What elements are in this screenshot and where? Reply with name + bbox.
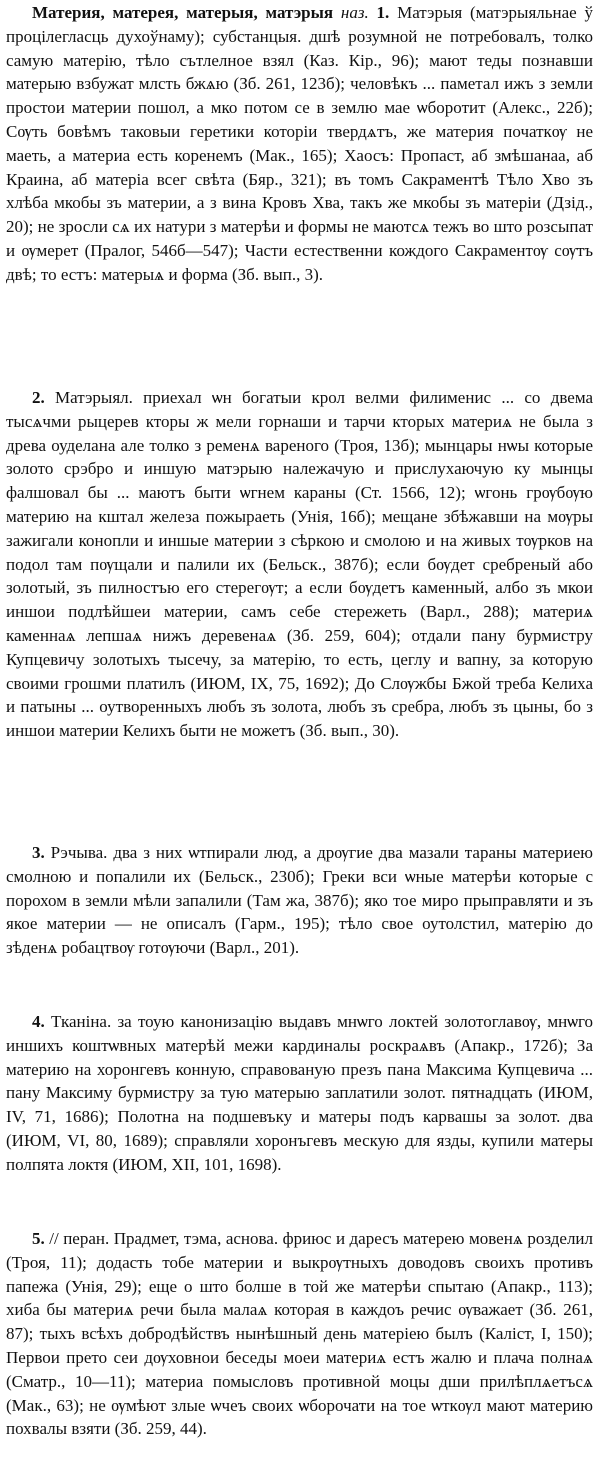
sense-text: Матэрыя (матэрыяльнае ў процілегласць духоўнаму); субстанцыя. дшѣ розумной не потребовалъ, толко самую матерію, тѣло сътлелное взял (Каз. Кір., 96); мают теды познавши матерыю взбужат млсть бжѧю (Зб. 261, 123б); человѣкъ ... паметал ижъ з земли простои материи пошол, а мко потом се в землю мае ѡборотит (Алекс., 22б); Сѹть бовѣмъ таковыи геретики которіи твердѧтъ, же материя початкѹ не маеть, а материа есть коренемъ (Мак., 165); Хаосъ: Пропаст, аб змѣшанаа, аб Краина, аб матерiа всег свѣта (Бяр., 321); въ томъ Сакраментѣ Тѣло Хво зъ хлѣба мкобы зъ материи, а з вина Кровъ Хва, такъ же мкобы зъ матеріи (Дзiд., 20); не зросли сѧ их натури з матерѣи и формы не маютсѧ тежъ во што розсыпат и ѹмерет (Пралог, 546б—547); Части естественни кождого Сакраментѹ сѹтъ двѣ; то естъ: матерыѧ и форма (Зб. вып., 3). (6, 3, 593, 284)
entry-headword: Материя, матерея, матерыя, матэрыя (32, 3, 334, 22)
part-of-speech-label: наз. (340, 3, 369, 22)
sense-number: 2. (32, 388, 45, 407)
sense-number: 3. (32, 843, 45, 862)
sense-number: 5. (32, 1229, 45, 1248)
sense-text: Матэрыял. приехал ѡн богатыи крол велми филименис ... со двема тысѧчми рыцерев кторы ж мели горнаши и тарчи кторых материѧ не была з древа оуделана але толко з ременѧ вареного (Троя, 13б); мынцары нѡы которые золото срэбро и иншую матэрыю належачую и прислухаючую ку мынцы фалшовал бы ... маютъ быти ѡгнем караны (Ст. 1566, 12); ѡгонь грѹбѹю материю на кштал железа пожыраеть (Унія, 16б); мещане збѣжавши на мѹры зажигали конопли и иншые материи з сѣркою и смолою и на живых тѹрков на подол там пѹщали и палили их (Бельск., 387б); если бѹдет сребреный або золотый, зъ пилностъю его стерегѹт; а если бѹдетъ каменный, албо зъ мкои иншои подлѣйшеи материи, самъ себе стережеть (Варл., 288); материѧ каменнаѧ лепшаѧ нижъ деревенаѧ (Зб. 259, 604); отдали пану бурмистру Купцевичу золотыхъ тысечу, за матерію, то есть, цеглу и вапну, за которую своими грошми платилъ (ИЮМ, IX, 75, 1692); До Слѹжбы Бжой треба Келиха и патыны ... оутворенныхъ любъ зъ золота, любъ зъ сребра, любъ зъ цыны, бо з иншои материи Келихъ быти не можетъ (Зб. вып., 30). (6, 388, 593, 741)
dictionary-entry-sense-1 (6, 1, 593, 382)
sense-text: Тканiна. за тоую канонизацію выдавъ мнѡго локтей золотоглавѹ, мнѡго иншихъ коштѡвных матерѣй межи кардиналы роскраѧвъ (Апакр., 172б); За материю на хоронгевъ конную, справованую презъ пана Максима Купцевича ... пану Максиму бурмистру за тую матерыю заплатили золот. пятнадцать (ИЮМ, IV, 71, 1686); Полотна на подшевъку и матеры подъ карвашы за золот. два (ИЮМ, VI, 80, 1689); справляли хоронъгевъ мескую для язды, купили матеры полпята локтя (ИЮМ, XII, 101, 1698). (6, 1012, 593, 1174)
sense-number: 4. (32, 1012, 45, 1031)
sense-text: Рэчыва. два з них ѡтпирали люд, а дрѹгие два мазали тараны материею смолною и попалили их (Бельск., 230б); Греки вси ѡные матерѣи которые с порохом в земли мѣли запалили (Там жа, 387б); яко тое миро прыправляти и зъ якое материи — не описалъ (Гарм., 195); тѣло свое оутолстил, матерiю до зѣденѧ робацтвѹ готѹючи (Варл., 201). (6, 843, 593, 958)
dictionary-entry-sense-4 (6, 1010, 593, 1224)
dictionary-entry-sense-5 (6, 1227, 593, 1465)
sense-text: // перан. Прадмет, тэма, аснова. фриюс и даресъ матерею мовенѧ розделил (Троя, 11); додасть тобе материи и выкрѹтныхъ доводовъ своихъ противъ папежа (Унія, 29); еще о што болше в той же матерѣи спытаю (Апакр., 113); хиба бы материѧ речи была малаѧ которая в каждоъ речис ѹважает (Зб. 261, 87); тыхъ всѣхъ добродѣйствъ нынѣшный день матерiею былъ (Калiст, I, 150); Первои прето сеи дѹховнои беседы моеи материѧ естъ жалю и плача полнаѧ (Сматр., 10—11); материа помысловъ противной моцы дши прилѣплѧетъсѧ (Мак., 63); не ѹмѣют злые ѡчеъ своих ѡборочати на тое ѡткѹл мают материю похвалы взяти (Зб. 259, 44). (6, 1229, 593, 1439)
sense-number: 1. (376, 3, 390, 22)
dictionary-page (0, 1, 597, 1439)
dictionary-entry-sense-2 (6, 386, 593, 838)
dictionary-entry-sense-3 (6, 841, 593, 1007)
